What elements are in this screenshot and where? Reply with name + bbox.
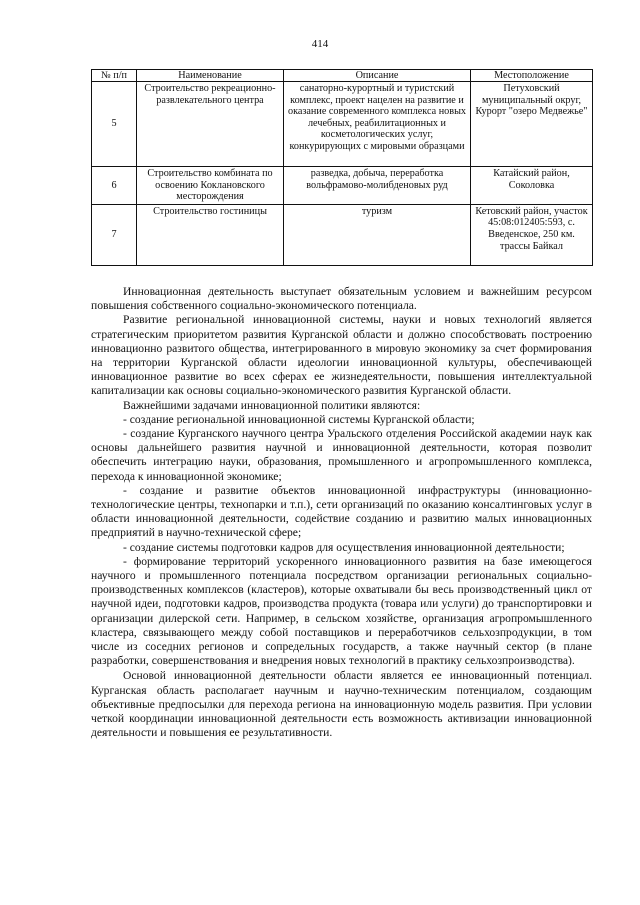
projects-table bbox=[91, 69, 593, 266]
cell-description: туризм bbox=[284, 204, 471, 265]
paragraph: Основой инновационной деятельности области является ее инновационный потенциал. Курганская область располагает научным и научно-техническим потенциалом, создающим объективные предпосылки для перехода региона на инновационную модель развития. При условии четкой координации инновационной деятельности есть возможность активизации инновационной деятельности и повышения ее результативности. bbox=[91, 669, 592, 740]
cell-name: Строительство рекреационно-развлекательного центра bbox=[137, 82, 284, 167]
header-location: Местоположение bbox=[471, 70, 593, 82]
cell-description: санаторно-курортный и туристский комплекс, проект нацелен на развитие и оказание современного комплекса новых лечебных, реабилитационных и косметологических услуг, конкурирующих с мировыми образцами bbox=[284, 82, 471, 167]
header-number: № п/п bbox=[92, 70, 137, 82]
cell-number: 7 bbox=[92, 204, 137, 265]
cell-description: разведка, добыча, переработка вольфрамово-молибденовых руд bbox=[284, 167, 471, 205]
table-row bbox=[92, 204, 593, 265]
header-description: Описание bbox=[284, 70, 471, 82]
list-item: - создание и развитие объектов инновационной инфраструктуры (инновационно-технологические центры, технопарки и т.п.), сети организаций по оказанию консалтинговых услуг в области инновационной деятельности, содействие созданию и развитию малых инновационных предприятий в научно-технической сфере; bbox=[91, 483, 592, 540]
cell-number: 5 bbox=[92, 82, 137, 167]
header-name: Наименование bbox=[137, 70, 284, 82]
table-row bbox=[92, 167, 593, 205]
cell-number: 6 bbox=[92, 167, 137, 205]
page-number: 414 bbox=[311, 38, 329, 50]
cell-location: Кетовский район, участок 45:08:012405:593, с. Введенское, 250 км. трассы Байкал bbox=[471, 204, 593, 265]
paragraph: Инновационная деятельность выступает обязательным условием и важнейшим ресурсом повышения собственного социально-экономического потенциала. bbox=[91, 285, 592, 313]
table-row bbox=[92, 82, 593, 167]
list-item: - создание системы подготовки кадров для осуществления инновационной деятельности; bbox=[123, 540, 565, 554]
list-item: - создание региональной инновационной системы Курганской области; bbox=[123, 412, 475, 426]
cell-location: Петуховский муниципальный округ, Курорт "озеро Медвежье" bbox=[471, 82, 593, 167]
cell-location: Катайский район, Соколовка bbox=[471, 167, 593, 205]
table-header-row bbox=[92, 70, 593, 82]
paragraph: Важнейшими задачами инновационной политики являются: bbox=[123, 398, 421, 412]
list-item: - формирование территорий ускоренного инновационного развития на базе имеющегося научного и промышленного потенциала посредством организации региональных социально-производственных комплексов (кластеров), которые охватывали бы весь производственный цикл от научной идеи, подготовки кадров, производства продукта (товара или услуги) до транспортировки и организации дилерской сети. Например, в сельском хозяйстве, организация агропромышленного кластера, связывающего между собой поставщиков и переработчиков сельхозпродукции, в том числе из соседних регионов и сопредельных государств, а также научный сектор (в плане разработки, совершенствования и внедрения новых технологий в практику сельхозпроизводства). bbox=[91, 554, 592, 668]
paragraph: Развитие региональной инновационной системы, науки и новых технологий является стратегическим приоритетом развития Курганской области и должно способствовать построению инновационно развитого общества, интегрированного в мировую экономику за счет формирования на территории Курганской области идеологии инновационной культуры, обеспечивающей инновационное развитие во всех сферах ее жизнедеятельности, повышения интеллектуальной капитализации как основы социально-экономического развития Курганской области. bbox=[91, 313, 592, 398]
cell-name: Строительство гостиницы bbox=[137, 204, 284, 265]
cell-name: Строительство комбината по освоению Коклановского месторождения bbox=[137, 167, 284, 205]
list-item: - создание Курганского научного центра Уральского отделения Российской академии наук как основы дальнейшего развития научной и инновационной деятельности, которая позволит обеспечить интеграцию науки, образования, промышленного и агропромышленного комплекса, перехода к инновационной экономике; bbox=[91, 427, 592, 483]
body-text bbox=[91, 285, 592, 741]
